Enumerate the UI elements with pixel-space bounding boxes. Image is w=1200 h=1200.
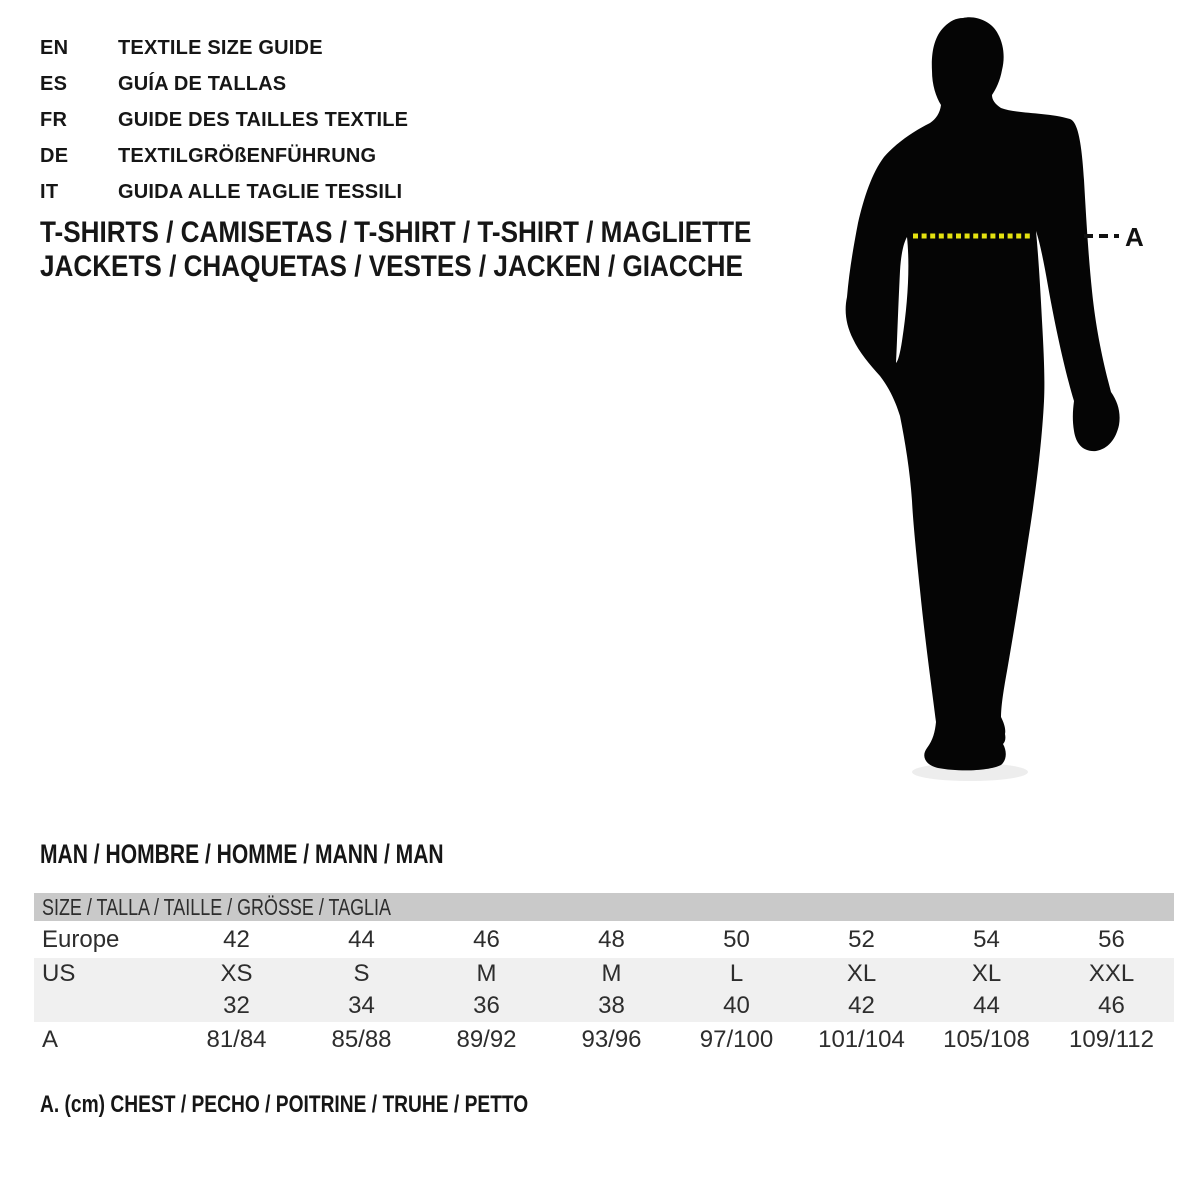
language-row bbox=[40, 102, 408, 138]
size-value: 42 bbox=[848, 992, 875, 1019]
table-row-us bbox=[34, 958, 1174, 990]
category-line bbox=[40, 216, 858, 250]
man-figure bbox=[820, 0, 1160, 800]
size-value: 46 bbox=[473, 925, 500, 953]
language-code: IT bbox=[40, 181, 59, 203]
measurement-label-a: A bbox=[1125, 222, 1144, 252]
size-value: 52 bbox=[848, 925, 875, 953]
size-value: 48 bbox=[598, 925, 625, 953]
language-title: GUÍA DE TALLAS bbox=[118, 73, 287, 95]
size-table bbox=[34, 893, 1174, 1058]
size-value: XL bbox=[846, 960, 877, 987]
language-row bbox=[40, 30, 408, 66]
size-value: 101/104 bbox=[818, 1026, 905, 1053]
category-line bbox=[40, 250, 858, 284]
size-value: 93/96 bbox=[581, 1026, 642, 1053]
table-row-chest-a bbox=[34, 1022, 1174, 1058]
size-value: 36 bbox=[473, 992, 500, 1019]
language-row bbox=[40, 138, 408, 174]
size-value: 34 bbox=[348, 992, 375, 1019]
row-label: Europe bbox=[42, 925, 120, 953]
size-value: 38 bbox=[598, 992, 625, 1019]
size-value: S bbox=[353, 960, 370, 987]
size-value: 50 bbox=[723, 925, 750, 953]
language-code: FR bbox=[40, 109, 68, 131]
size-value: 97/100 bbox=[699, 1026, 774, 1053]
language-code: EN bbox=[40, 37, 69, 59]
size-value: M bbox=[476, 960, 497, 987]
row-label: US bbox=[42, 960, 76, 987]
size-value: 40 bbox=[723, 992, 750, 1019]
language-code: DE bbox=[40, 145, 69, 167]
row-label: A bbox=[42, 1026, 59, 1053]
language-code: ES bbox=[40, 73, 68, 95]
category-text: JACKETS / CHAQUETAS / VESTES / JACKEN / GIACCHE bbox=[40, 250, 743, 283]
language-row bbox=[40, 66, 408, 102]
section-title-text: MAN / HOMBRE / HOMME / MANN / MAN bbox=[40, 839, 444, 869]
size-value: XL bbox=[971, 960, 1002, 987]
size-value: 44 bbox=[973, 992, 1000, 1019]
size-value: 44 bbox=[348, 925, 375, 953]
size-value: 85/88 bbox=[331, 1026, 392, 1053]
man-silhouette bbox=[846, 17, 1120, 770]
size-value: L bbox=[729, 960, 744, 987]
size-value: M bbox=[601, 960, 622, 987]
language-row bbox=[40, 174, 408, 210]
size-value: XXL bbox=[1088, 960, 1135, 987]
language-list bbox=[40, 30, 408, 210]
size-value: 32 bbox=[223, 992, 250, 1019]
language-title: TEXTILE SIZE GUIDE bbox=[118, 37, 323, 59]
category-text: T-SHIRTS / CAMISETAS / T-SHIRT / T-SHIRT / MAGLIETTE bbox=[40, 216, 752, 249]
size-value: XS bbox=[220, 960, 253, 987]
size-value: 54 bbox=[973, 925, 1000, 953]
size-table-header bbox=[34, 893, 1174, 921]
measurement-legend-text: A. (cm) CHEST / PECHO / POITRINE / TRUHE / PETTO bbox=[40, 1091, 529, 1118]
size-value: 81/84 bbox=[206, 1026, 267, 1053]
product-categories bbox=[40, 216, 858, 284]
size-value: 56 bbox=[1098, 925, 1125, 953]
language-title: TEXTILGRÖßENFÜHRUNG bbox=[118, 145, 377, 167]
measurement-legend bbox=[40, 1090, 650, 1120]
language-title: GUIDE DES TAILLES TEXTILE bbox=[118, 109, 409, 131]
size-value: 42 bbox=[223, 925, 250, 953]
size-value: 46 bbox=[1098, 992, 1125, 1019]
table-row-numeric bbox=[34, 990, 1174, 1022]
table-row-europe bbox=[34, 921, 1174, 958]
size-value: 109/112 bbox=[1069, 1026, 1154, 1053]
size-value: 89/92 bbox=[456, 1026, 517, 1053]
size-table-header-text: SIZE / TALLA / TAILLE / GRÖSSE / TAGLIA bbox=[42, 894, 391, 920]
section-title-man bbox=[40, 840, 557, 868]
size-value: 105/108 bbox=[943, 1026, 1030, 1053]
language-title: GUIDA ALLE TAGLIE TESSILI bbox=[118, 181, 403, 203]
